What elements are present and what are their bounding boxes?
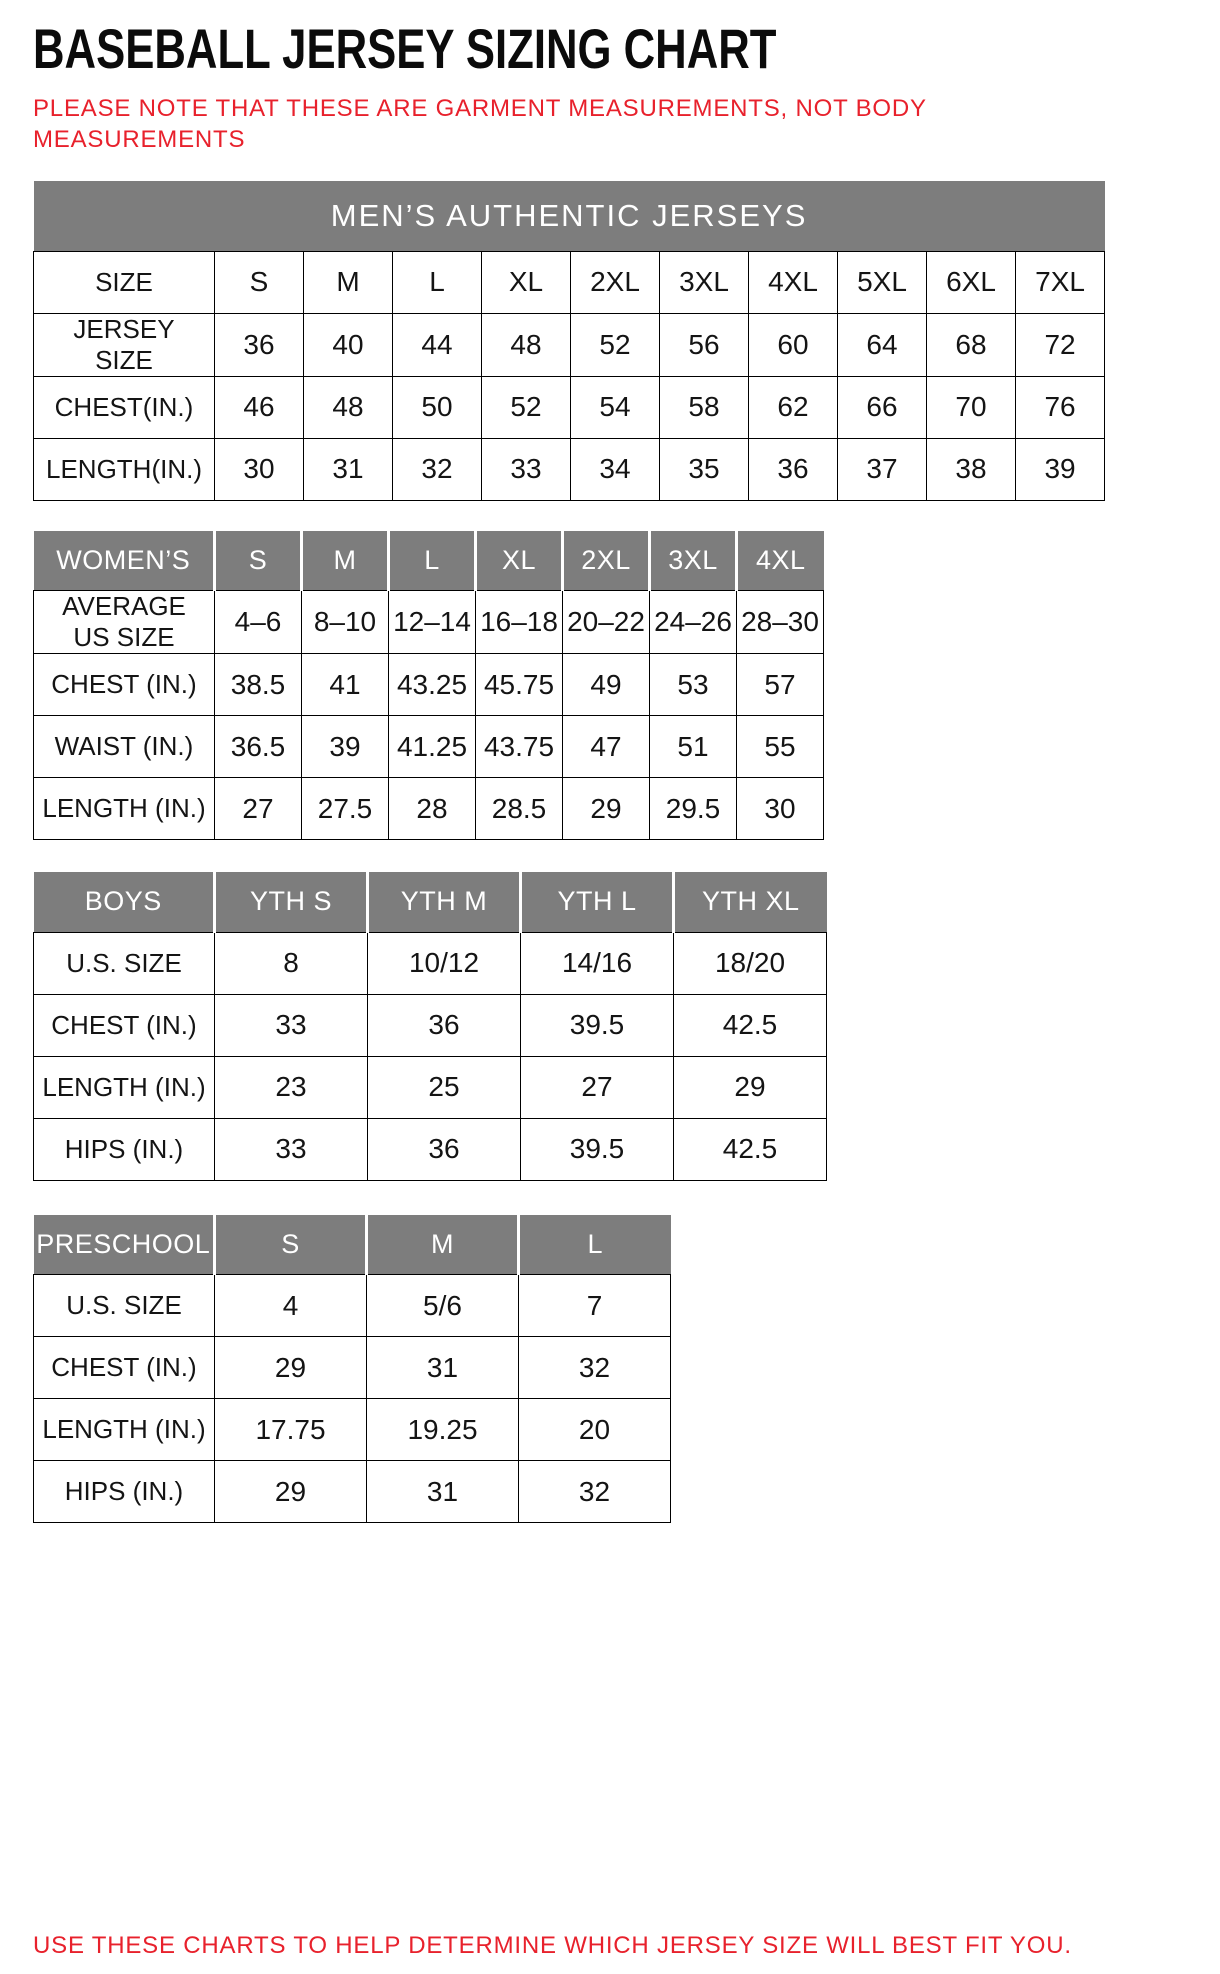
- table-header-label: PRESCHOOL: [34, 1215, 215, 1275]
- size-header-cell: L: [519, 1215, 671, 1275]
- womens-table-header-row: [34, 531, 824, 591]
- value-cell: 70: [927, 376, 1016, 438]
- value-cell: 50: [393, 376, 482, 438]
- row-label: LENGTH (IN.): [34, 1399, 215, 1461]
- row-label: CHEST(IN.): [34, 376, 215, 438]
- value-cell: 18/20: [674, 932, 827, 994]
- mens-table-banner: MEN’S AUTHENTIC JERSEYS: [34, 181, 1105, 251]
- row-label: LENGTH (IN.): [34, 778, 215, 840]
- value-cell: 4–6: [215, 591, 302, 654]
- size-header-cell: YTH XL: [674, 872, 827, 932]
- value-cell: 30: [215, 438, 304, 500]
- boys-table-header-row: [34, 872, 827, 932]
- value-cell: 57: [737, 654, 824, 716]
- value-cell: 29: [674, 1056, 827, 1118]
- size-header-cell: M: [302, 531, 389, 591]
- value-cell: 36: [749, 438, 838, 500]
- size-header-cell: YTH S: [215, 872, 368, 932]
- value-cell: 68: [927, 313, 1016, 376]
- value-cell: 52: [482, 376, 571, 438]
- row-label: HIPS (IN.): [34, 1118, 215, 1180]
- table-row: [34, 313, 1105, 376]
- table-header-label: WOMEN’S: [34, 531, 215, 591]
- value-cell: 31: [367, 1461, 519, 1523]
- value-cell: XL: [482, 251, 571, 313]
- row-label: JERSEY SIZE: [34, 313, 215, 376]
- value-cell: 40: [304, 313, 393, 376]
- value-cell: 28–30: [737, 591, 824, 654]
- value-cell: 32: [393, 438, 482, 500]
- value-cell: 42.5: [674, 994, 827, 1056]
- table-row: [34, 1461, 671, 1523]
- value-cell: 52: [571, 313, 660, 376]
- value-cell: 41.25: [389, 716, 476, 778]
- value-cell: 42.5: [674, 1118, 827, 1180]
- value-cell: 53: [650, 654, 737, 716]
- value-cell: 51: [650, 716, 737, 778]
- value-cell: 64: [838, 313, 927, 376]
- row-label: LENGTH (IN.): [34, 1056, 215, 1118]
- table-row: [34, 438, 1105, 500]
- value-cell: S: [215, 251, 304, 313]
- value-cell: 7XL: [1016, 251, 1105, 313]
- size-header-cell: L: [389, 531, 476, 591]
- fit-advice-footer: USE THESE CHARTS TO HELP DETERMINE WHICH JERSEY SIZE WILL BEST FIT YOU.: [33, 1932, 1072, 1959]
- value-cell: 43.25: [389, 654, 476, 716]
- value-cell: 32: [519, 1337, 671, 1399]
- value-cell: 55: [737, 716, 824, 778]
- value-cell: 60: [749, 313, 838, 376]
- value-cell: 16–18: [476, 591, 563, 654]
- value-cell: 14/16: [521, 932, 674, 994]
- value-cell: 27.5: [302, 778, 389, 840]
- table-row: [34, 376, 1105, 438]
- value-cell: 24–26: [650, 591, 737, 654]
- table-row: [34, 1118, 827, 1180]
- value-cell: 19.25: [367, 1399, 519, 1461]
- table-header-label: BOYS: [34, 872, 215, 932]
- value-cell: 66: [838, 376, 927, 438]
- value-cell: 27: [521, 1056, 674, 1118]
- value-cell: 4XL: [749, 251, 838, 313]
- garment-measurements-note: PLEASE NOTE THAT THESE ARE GARMENT MEASUREMENTS, NOT BODY MEASUREMENTS: [33, 94, 927, 153]
- value-cell: 2XL: [571, 251, 660, 313]
- value-cell: 44: [393, 313, 482, 376]
- row-label: CHEST (IN.): [34, 1337, 215, 1399]
- size-header-cell: S: [215, 531, 302, 591]
- value-cell: 29.5: [650, 778, 737, 840]
- value-cell: 27: [215, 778, 302, 840]
- mens-authentic-jerseys-table: [33, 181, 1105, 501]
- row-label: HIPS (IN.): [34, 1461, 215, 1523]
- value-cell: 54: [571, 376, 660, 438]
- value-cell: 28.5: [476, 778, 563, 840]
- size-header-cell: 4XL: [737, 531, 824, 591]
- table-row: [34, 716, 824, 778]
- table-row: [34, 251, 1105, 313]
- page-title: BASEBALL JERSEY SIZING CHART: [33, 17, 777, 80]
- size-header-cell: YTH M: [368, 872, 521, 932]
- value-cell: 29: [215, 1337, 367, 1399]
- value-cell: L: [393, 251, 482, 313]
- size-header-cell: M: [367, 1215, 519, 1275]
- value-cell: 76: [1016, 376, 1105, 438]
- womens-sizing-table: [33, 531, 824, 841]
- value-cell: 5/6: [367, 1275, 519, 1337]
- value-cell: 32: [519, 1461, 671, 1523]
- value-cell: M: [304, 251, 393, 313]
- value-cell: 37: [838, 438, 927, 500]
- value-cell: 62: [749, 376, 838, 438]
- value-cell: 29: [215, 1461, 367, 1523]
- row-label: CHEST (IN.): [34, 994, 215, 1056]
- value-cell: 58: [660, 376, 749, 438]
- size-header-cell: XL: [476, 531, 563, 591]
- value-cell: 36: [368, 1118, 521, 1180]
- boys-sizing-table: [33, 872, 827, 1181]
- value-cell: 7: [519, 1275, 671, 1337]
- value-cell: 28: [389, 778, 476, 840]
- value-cell: 56: [660, 313, 749, 376]
- value-cell: 36: [368, 994, 521, 1056]
- mens-table-banner-row: [34, 181, 1105, 251]
- value-cell: 49: [563, 654, 650, 716]
- row-label: U.S. SIZE: [34, 1275, 215, 1337]
- value-cell: 38.5: [215, 654, 302, 716]
- value-cell: 36: [215, 313, 304, 376]
- value-cell: 43.75: [476, 716, 563, 778]
- value-cell: 10/12: [368, 932, 521, 994]
- value-cell: 25: [368, 1056, 521, 1118]
- value-cell: 4: [215, 1275, 367, 1337]
- value-cell: 31: [304, 438, 393, 500]
- table-row: [34, 1056, 827, 1118]
- table-row: [34, 1275, 671, 1337]
- value-cell: 41: [302, 654, 389, 716]
- value-cell: 33: [482, 438, 571, 500]
- value-cell: 46: [215, 376, 304, 438]
- value-cell: 12–14: [389, 591, 476, 654]
- value-cell: 17.75: [215, 1399, 367, 1461]
- table-row: [34, 1399, 671, 1461]
- row-label: LENGTH(IN.): [34, 438, 215, 500]
- value-cell: 39: [302, 716, 389, 778]
- value-cell: 3XL: [660, 251, 749, 313]
- row-label: WAIST (IN.): [34, 716, 215, 778]
- value-cell: 39: [1016, 438, 1105, 500]
- row-label: CHEST (IN.): [34, 654, 215, 716]
- value-cell: 47: [563, 716, 650, 778]
- value-cell: 33: [215, 1118, 368, 1180]
- value-cell: 33: [215, 994, 368, 1056]
- table-row: [34, 932, 827, 994]
- value-cell: 8: [215, 932, 368, 994]
- value-cell: 72: [1016, 313, 1105, 376]
- size-header-cell: YTH L: [521, 872, 674, 932]
- value-cell: 6XL: [927, 251, 1016, 313]
- table-row: [34, 591, 824, 654]
- value-cell: 29: [563, 778, 650, 840]
- row-label: SIZE: [34, 251, 215, 313]
- value-cell: 48: [304, 376, 393, 438]
- value-cell: 23: [215, 1056, 368, 1118]
- value-cell: 48: [482, 313, 571, 376]
- table-row: [34, 1337, 671, 1399]
- size-header-cell: 2XL: [563, 531, 650, 591]
- row-label: U.S. SIZE: [34, 932, 215, 994]
- value-cell: 20: [519, 1399, 671, 1461]
- preschool-table-header-row: [34, 1215, 671, 1275]
- table-row: [34, 778, 824, 840]
- size-header-cell: 3XL: [650, 531, 737, 591]
- value-cell: 38: [927, 438, 1016, 500]
- value-cell: 8–10: [302, 591, 389, 654]
- row-label: AVERAGE US SIZE: [34, 591, 215, 654]
- value-cell: 39.5: [521, 1118, 674, 1180]
- value-cell: 45.75: [476, 654, 563, 716]
- value-cell: 35: [660, 438, 749, 500]
- value-cell: 34: [571, 438, 660, 500]
- value-cell: 39.5: [521, 994, 674, 1056]
- table-row: [34, 654, 824, 716]
- value-cell: 20–22: [563, 591, 650, 654]
- value-cell: 5XL: [838, 251, 927, 313]
- value-cell: 31: [367, 1337, 519, 1399]
- table-row: [34, 994, 827, 1056]
- value-cell: 36.5: [215, 716, 302, 778]
- size-header-cell: S: [215, 1215, 367, 1275]
- value-cell: 30: [737, 778, 824, 840]
- preschool-sizing-table: [33, 1215, 671, 1524]
